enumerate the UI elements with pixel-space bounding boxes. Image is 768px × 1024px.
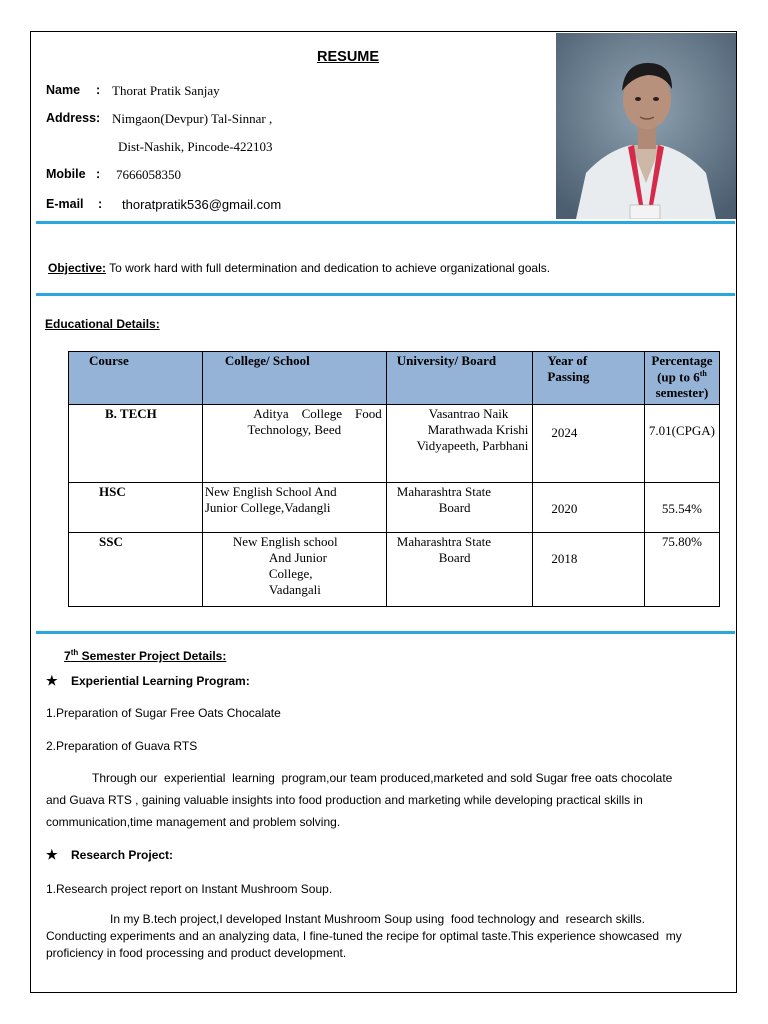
col-course: Course (69, 352, 203, 405)
row-btech-year: 2024 (533, 405, 644, 483)
resume-title: RESUME (317, 49, 380, 65)
row-ssc-college-l1: New English school (232, 534, 338, 549)
col-year-line1: Year of (547, 353, 588, 368)
star-icon: ★ (46, 847, 58, 862)
name-value: Thorat Pratik Sanjay (112, 83, 220, 98)
objective-label: Objective: (48, 261, 107, 275)
row-hsc-college (202, 483, 386, 533)
project-paragraph-2 (46, 911, 736, 962)
para2-line2: Conducting experiments and an analyzing data, I fine-tuned the recipe for optimal taste.This experience showcased my (46, 929, 682, 943)
table-row (69, 405, 720, 483)
row-btech-college (202, 405, 386, 483)
education-table (68, 351, 720, 607)
col-year-line2: Passing (547, 369, 590, 384)
divider-3 (36, 631, 735, 634)
col-pct-sup: th (699, 369, 707, 378)
row-btech-board-l1: Vasantrao Naik (428, 406, 509, 421)
col-pct-line2: (up to 6 (657, 369, 700, 385)
star-icon: ★ (46, 673, 58, 688)
col-percentage (644, 352, 719, 405)
address-separator: : (96, 111, 101, 125)
research-title: Research Project: (71, 848, 174, 862)
col-college: College/ School (202, 352, 386, 405)
row-hsc-year: 2020 (533, 483, 644, 533)
experiential-title: Experiential Learning Program: (71, 674, 250, 688)
row-btech-pct: 7.01(CPGA) (644, 405, 719, 483)
project-item-1: 1.Preparation of Sugar Free Oats Chocalate (46, 706, 281, 720)
row-btech-board-l2: Marathwada Krishi (427, 422, 529, 437)
profile-photo (556, 33, 736, 219)
objective-text: To work hard with full determination and dedication to achieve organizational goals. (106, 261, 551, 275)
row-hsc-college-l1: New English School And (204, 484, 337, 499)
para1-line2: and Guava RTS , gaining valuable insights into food production and marketing while developing practical skills in (46, 793, 643, 807)
project-item-2: 2.Preparation of Guava RTS (46, 739, 198, 753)
mobile-label: Mobile (46, 167, 86, 181)
name-label: Name (46, 83, 81, 97)
col-pct-line1: Percentage (651, 353, 713, 368)
table-header-row (69, 352, 720, 405)
row-ssc-college-l4: Vadangali (268, 582, 321, 597)
project-heading (64, 648, 226, 663)
address-label: Address (46, 111, 97, 125)
para2-line3: proficiency in food processing and product development. (46, 946, 347, 960)
project-heading-sup: th (70, 648, 79, 657)
row-ssc-course: SSC (69, 533, 203, 607)
address-line-2: Dist-Nashik, Pincode-422103 (118, 139, 273, 154)
row-hsc-board-l2: Board (438, 500, 471, 515)
col-pct-line3: semester) (655, 385, 709, 401)
row-hsc-board (386, 483, 533, 533)
email-separator: : (98, 197, 103, 211)
project-heading-num: 7 (64, 649, 71, 663)
project-paragraph-1 (46, 767, 736, 833)
row-ssc-college (202, 533, 386, 607)
address-line-1: Nimgaon(Devpur) Tal-Sinnar , (112, 111, 273, 126)
row-btech-board-l3: Vidyapeeth, Parbhani (416, 438, 529, 453)
mobile-value: 7666058350 (116, 167, 181, 182)
col-board: University/ Board (386, 352, 533, 405)
mobile-separator: : (96, 167, 101, 181)
row-btech-college-l2: Technology, Beed (247, 422, 342, 437)
email-label: E-mail (46, 197, 84, 211)
row-ssc-pct: 75.80% (644, 533, 719, 607)
project-heading-text: Semester Project Details: (78, 649, 227, 663)
row-btech-board (386, 405, 533, 483)
row-ssc-college-l2: And Junior (268, 550, 327, 565)
table-row (69, 533, 720, 607)
email-value: thoratpratik536@gmail.com (122, 197, 282, 212)
row-hsc-pct: 55.54% (644, 483, 719, 533)
row-hsc-college-l2: Junior College,Vadangli (204, 500, 331, 515)
table-row (69, 483, 720, 533)
row-hsc-board-l1: Maharashtra State (396, 484, 491, 499)
divider-2 (36, 293, 735, 296)
profile-photo-icon (556, 33, 736, 219)
row-ssc-board (386, 533, 533, 607)
bullet-research (46, 847, 173, 863)
row-btech-college-l1: Aditya College Food (253, 406, 382, 421)
col-year (533, 352, 644, 405)
row-ssc-board-l1: Maharashtra State (396, 534, 491, 549)
row-hsc-course: HSC (69, 483, 203, 533)
project-item-3: 1.Research project report on Instant Mushroom Soup. (46, 882, 333, 896)
education-heading: Educational Details: (45, 317, 160, 331)
divider-1 (36, 221, 735, 224)
row-btech-course: B. TECH (69, 405, 203, 483)
row-ssc-board-l2: Board (438, 550, 471, 565)
name-separator: : (96, 83, 101, 97)
bullet-experiential (46, 673, 250, 689)
para1-line3: communication,time management and problem solving. (46, 815, 341, 829)
row-ssc-year: 2018 (533, 533, 644, 607)
objective-line (48, 261, 550, 275)
para1-line1: Through our experiential learning program,our team produced,marketed and sold Sugar free oats chocolate (92, 771, 673, 785)
row-ssc-college-l3: College, (268, 566, 313, 581)
para2-line1: In my B.tech project,I developed Instant Mushroom Soup using food technology and research skills. (110, 912, 645, 926)
